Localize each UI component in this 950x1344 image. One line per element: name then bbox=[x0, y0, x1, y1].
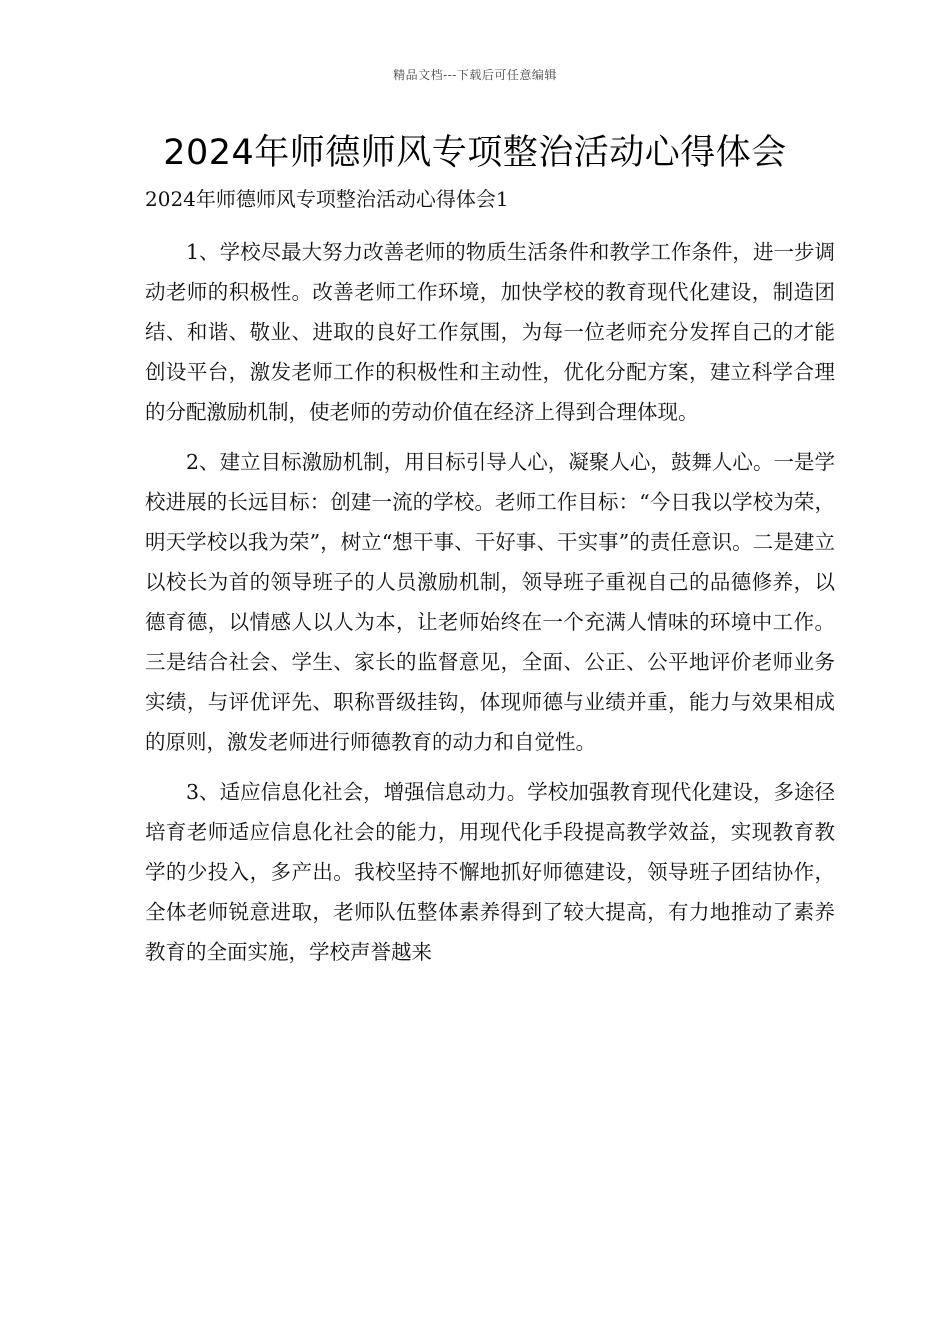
paragraph-2: 2、建立目标激励机制，用目标引导人心，凝聚人心，鼓舞人心。一是学校进展的长远目标：创建一流的学校。老师工作目标：“今日我以学校为荣，明天学校以我为荣”，树立“想干事、干好事、干实事”的责任意识。二是建立以校长为首的领导班子的人员激励机制，领导班子重视自己的品德修养，以德育德，以情感人以人为本，让老师始终在一个充满人情味的环境中工作。三是结合社会、学生、家长的监督意见，全面、公正、公平地评价老师业务实绩，与评优评先、职称晋级挂钩，体现师德与业绩并重，能力与效果相成的原则，激发老师进行师德教育的动力和自觉性。 bbox=[145, 450, 835, 754]
document-body bbox=[145, 232, 835, 982]
paragraph-1: 1、学校尽最大努力改善老师的物质生活条件和教学工作条件，进一步调动老师的积极性。改善老师工作环境，加快学校的教育现代化建设，制造团结、和谐、敬业、进取的良好工作氛围，为每一位老师充分发挥自己的才能创设平台，激发老师工作的积极性和主动性，优化分配方案，建立科学合理的分配激励机制，使老师的劳动价值在经济上得到合理体现。 bbox=[145, 240, 835, 424]
page-header: 精品文档---下载后可任意编辑 bbox=[393, 68, 557, 82]
document-title: 2024年师德师风专项整治活动心得体会 bbox=[163, 133, 787, 173]
document-subtitle: 2024年师德师风专项整治活动心得体会1 bbox=[145, 187, 509, 211]
paragraph-3: 3、适应信息化社会，增强信息动力。学校加强教育现代化建设，多途径培育老师适应信息化社会的能力，用现代化手段提高教学效益，实现教育教学的少投入，多产出。我校坚持不懈地抓好师德建设，领导班子团结协作，全体老师锐意进取，老师队伍整体素养得到了较大提高，有力地推动了素养教育的全面实施，学校声誉越来 bbox=[145, 780, 835, 964]
